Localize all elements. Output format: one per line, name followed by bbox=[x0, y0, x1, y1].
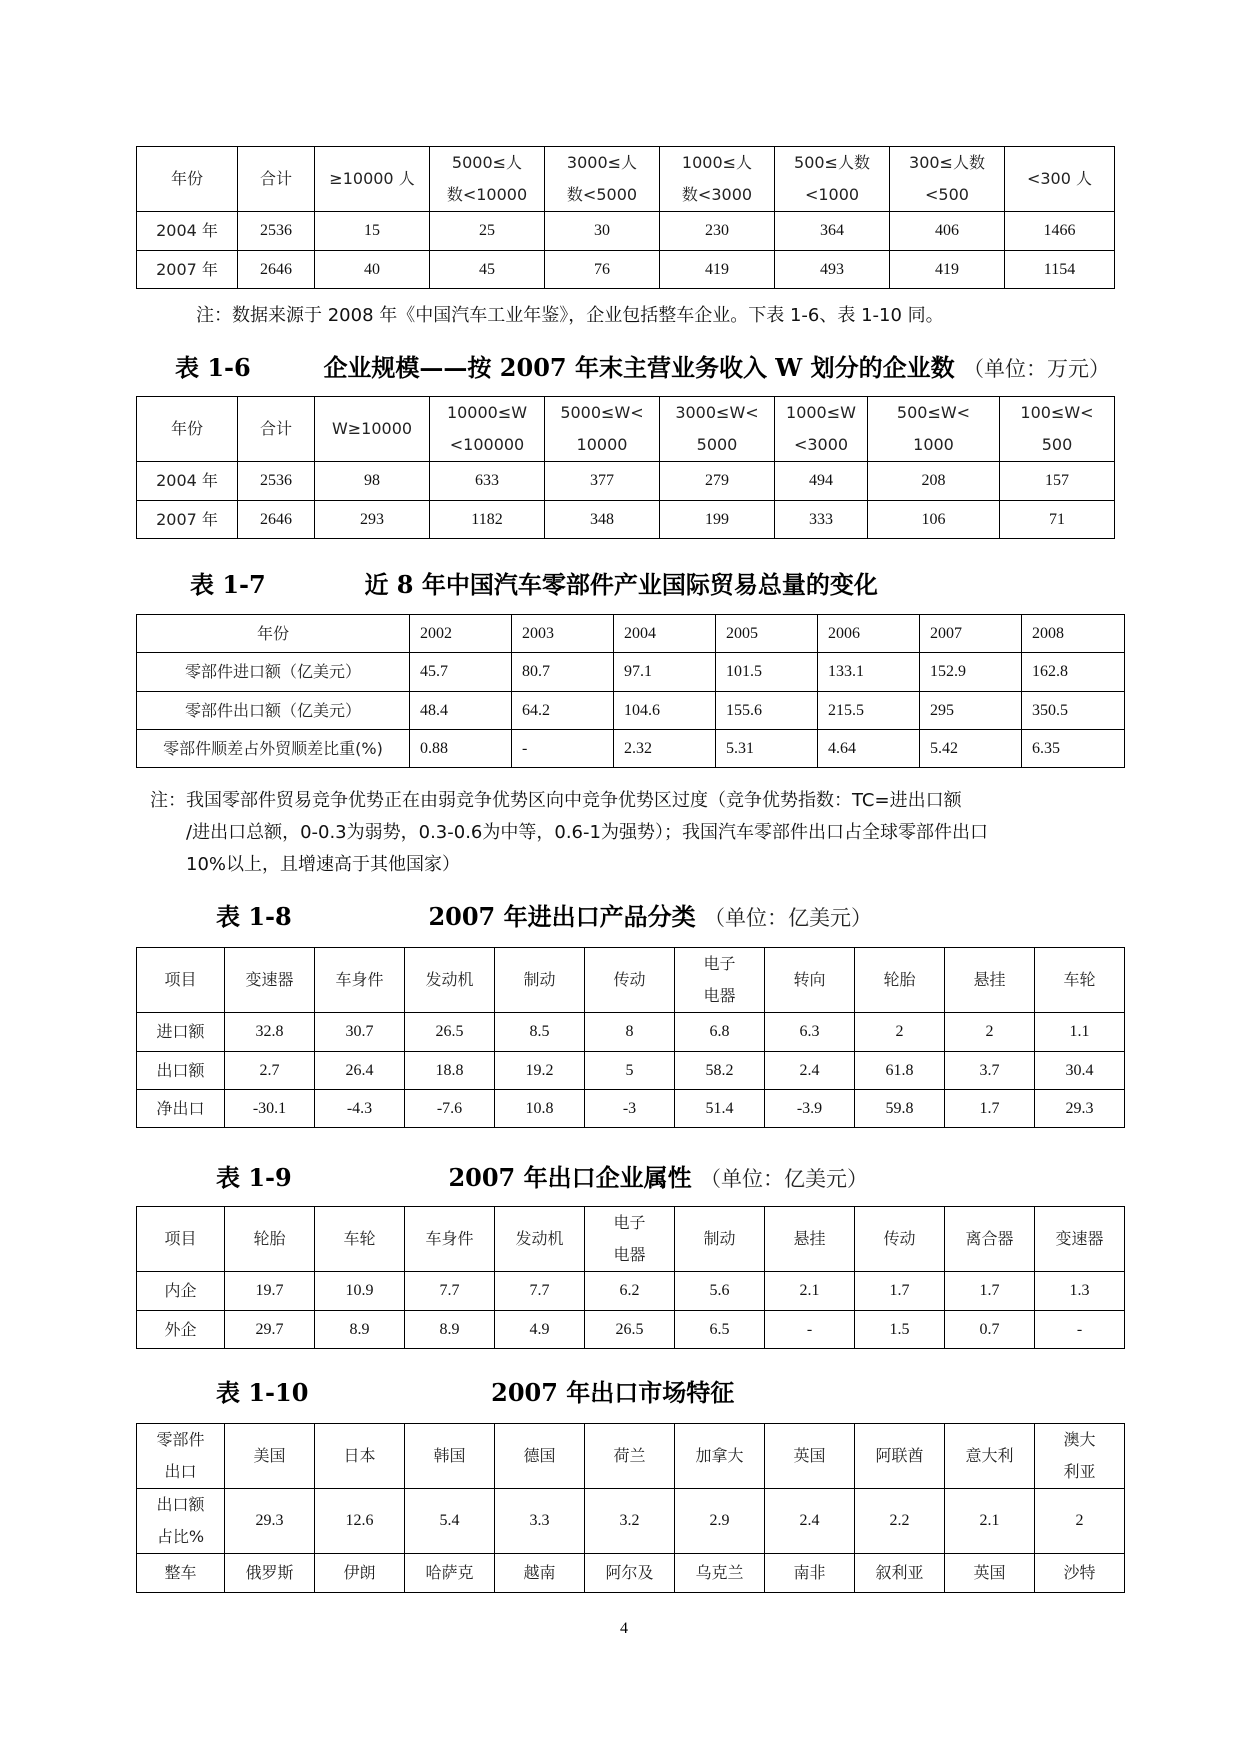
data-cell: 1.1 bbox=[1035, 1013, 1125, 1052]
data-cell: 10.8 bbox=[495, 1090, 585, 1128]
data-cell: 2.1 bbox=[765, 1272, 855, 1311]
header-cell: 项目 bbox=[137, 1207, 225, 1272]
data-cell: 58.2 bbox=[675, 1052, 765, 1090]
data-cell: 越南 bbox=[495, 1554, 585, 1593]
table-source-note: 注：数据来源于 2008 年《中国汽车工业年鉴》，企业包括整车企业。下表 1-6、表 1-10 同。 bbox=[196, 305, 944, 326]
data-cell: 30 bbox=[545, 212, 660, 251]
header-cell: 德国 bbox=[495, 1424, 585, 1489]
data-cell: 4.64 bbox=[818, 730, 920, 768]
data-cell: 2646 bbox=[238, 251, 315, 289]
data-cell: - bbox=[765, 1311, 855, 1349]
data-cell: 348 bbox=[545, 501, 660, 539]
data-cell: 101.5 bbox=[716, 653, 818, 692]
cell-line: 出口额 bbox=[156, 1495, 205, 1514]
row-label-cell: 零部件出口额（亿美元） bbox=[137, 692, 410, 730]
row-label-cell: 零部件顺差占外贸顺差比重(%) bbox=[137, 730, 410, 768]
data-cell: 48.4 bbox=[410, 692, 512, 730]
header-cell bbox=[1035, 1424, 1125, 1489]
table-product-category bbox=[136, 947, 1125, 1128]
header-cell: 英国 bbox=[765, 1424, 855, 1489]
data-cell: 3.3 bbox=[495, 1489, 585, 1554]
data-cell: 3.7 bbox=[945, 1052, 1035, 1090]
header-cell: 制动 bbox=[495, 948, 585, 1013]
data-cell: 5.6 bbox=[675, 1272, 765, 1311]
table-header-row bbox=[137, 147, 1115, 212]
data-cell: 106 bbox=[868, 501, 1000, 539]
table-row bbox=[137, 1090, 1125, 1128]
cell-line: 5000≤人 bbox=[451, 153, 523, 172]
header-cell bbox=[585, 1207, 675, 1272]
table-row bbox=[137, 1052, 1125, 1090]
header-cell: 合计 bbox=[238, 397, 315, 462]
data-cell: 5 bbox=[585, 1052, 675, 1090]
cell-line: 10000≤W bbox=[446, 403, 528, 422]
row-label-cell: 2007 年 bbox=[137, 251, 238, 289]
data-cell: 377 bbox=[545, 462, 660, 501]
data-cell: 104.6 bbox=[614, 692, 716, 730]
table-1-9-title bbox=[216, 1158, 868, 1193]
header-cell: 2008 bbox=[1022, 615, 1125, 653]
header-cell: 悬挂 bbox=[765, 1207, 855, 1272]
header-cell: 2006 bbox=[818, 615, 920, 653]
data-cell: 71 bbox=[1000, 501, 1115, 539]
table-trade-volume bbox=[136, 614, 1125, 768]
header-cell: 年份 bbox=[137, 615, 410, 653]
data-cell: 英国 bbox=[945, 1554, 1035, 1593]
data-cell: 2536 bbox=[238, 462, 315, 501]
data-cell: 2.7 bbox=[225, 1052, 315, 1090]
page-number: 4 bbox=[620, 1620, 628, 1637]
header-cell bbox=[868, 397, 1000, 462]
data-cell: 494 bbox=[775, 462, 868, 501]
header-cell bbox=[430, 147, 545, 212]
header-cell: 2004 bbox=[614, 615, 716, 653]
table-row bbox=[137, 692, 1125, 730]
cell-line: 数<3000 bbox=[681, 185, 753, 204]
data-cell: 6.5 bbox=[675, 1311, 765, 1349]
table-number: 表 1-6 bbox=[175, 353, 251, 382]
cell-line: 500≤人数 bbox=[794, 153, 870, 172]
header-cell: 发动机 bbox=[495, 1207, 585, 1272]
cell-line: 数<5000 bbox=[566, 185, 638, 204]
data-cell: 155.6 bbox=[716, 692, 818, 730]
data-cell: 12.6 bbox=[315, 1489, 405, 1554]
header-cell: 发动机 bbox=[405, 948, 495, 1013]
data-cell: 76 bbox=[545, 251, 660, 289]
header-cell bbox=[137, 1424, 225, 1489]
data-cell: 1.7 bbox=[945, 1090, 1035, 1128]
cell-line: <1000 bbox=[804, 185, 860, 204]
data-cell: 29.3 bbox=[1035, 1090, 1125, 1128]
row-label-cell: 整车 bbox=[137, 1554, 225, 1593]
data-cell: 406 bbox=[890, 212, 1005, 251]
header-cell: 美国 bbox=[225, 1424, 315, 1489]
cell-line: 电子 bbox=[613, 1213, 646, 1232]
data-cell: -4.3 bbox=[315, 1090, 405, 1128]
data-cell: 19.2 bbox=[495, 1052, 585, 1090]
data-cell: 4.9 bbox=[495, 1311, 585, 1349]
cell-line: 500≤W< bbox=[896, 403, 971, 422]
data-cell: 1466 bbox=[1005, 212, 1115, 251]
data-cell: 133.1 bbox=[818, 653, 920, 692]
header-cell: 阿联酋 bbox=[855, 1424, 945, 1489]
cell-line: 300≤人数 bbox=[909, 153, 985, 172]
data-cell: 18.8 bbox=[405, 1052, 495, 1090]
row-label-cell: 进口额 bbox=[137, 1013, 225, 1052]
data-cell: 26.5 bbox=[585, 1311, 675, 1349]
header-cell: 项目 bbox=[137, 948, 225, 1013]
header-cell bbox=[660, 397, 775, 462]
cell-line: 利亚 bbox=[1063, 1462, 1096, 1481]
header-cell: W≥10000 bbox=[315, 397, 430, 462]
header-cell: ≥10000 人 bbox=[315, 147, 430, 212]
row-label-cell: 外企 bbox=[137, 1311, 225, 1349]
cell-line: <100000 bbox=[449, 435, 525, 454]
header-cell bbox=[430, 397, 545, 462]
row-label-cell: 2007 年 bbox=[137, 501, 238, 539]
cell-line: 电子 bbox=[703, 954, 736, 973]
data-cell: 6.3 bbox=[765, 1013, 855, 1052]
header-cell: 传动 bbox=[855, 1207, 945, 1272]
header-cell: 变速器 bbox=[225, 948, 315, 1013]
table-unit: （单位：亿美元） bbox=[699, 1167, 868, 1191]
data-cell: 5.42 bbox=[920, 730, 1022, 768]
header-cell: 轮胎 bbox=[855, 948, 945, 1013]
row-label-cell: 净出口 bbox=[137, 1090, 225, 1128]
table-caption: 2007 年进出口产品分类 bbox=[428, 902, 696, 931]
data-cell: -30.1 bbox=[225, 1090, 315, 1128]
data-cell: 俄罗斯 bbox=[225, 1554, 315, 1593]
table-header-row bbox=[137, 615, 1125, 653]
table-export-markets bbox=[136, 1423, 1125, 1593]
data-cell: 2536 bbox=[238, 212, 315, 251]
header-cell bbox=[775, 397, 868, 462]
table-number: 表 1-9 bbox=[216, 1163, 292, 1192]
data-cell: 162.8 bbox=[1022, 653, 1125, 692]
header-cell: 车轮 bbox=[1035, 948, 1125, 1013]
data-cell: -3 bbox=[585, 1090, 675, 1128]
header-cell bbox=[890, 147, 1005, 212]
cell-line: 1000≤W bbox=[786, 403, 856, 422]
note-line: 10%以上，且增速高于其他国家） bbox=[186, 854, 461, 875]
data-cell: 8.5 bbox=[495, 1013, 585, 1052]
data-cell: 1.7 bbox=[855, 1272, 945, 1311]
header-cell: 传动 bbox=[585, 948, 675, 1013]
header-cell bbox=[675, 948, 765, 1013]
row-label-cell: 零部件进口额（亿美元） bbox=[137, 653, 410, 692]
table-row bbox=[137, 462, 1115, 501]
data-cell: 199 bbox=[660, 501, 775, 539]
header-cell: 2005 bbox=[716, 615, 818, 653]
data-cell: 2.4 bbox=[765, 1489, 855, 1554]
header-cell: 车身件 bbox=[405, 1207, 495, 1272]
data-cell: 64.2 bbox=[512, 692, 614, 730]
data-cell: 0.7 bbox=[945, 1311, 1035, 1349]
data-cell: 5.31 bbox=[716, 730, 818, 768]
header-cell: 2003 bbox=[512, 615, 614, 653]
data-cell: 2.32 bbox=[614, 730, 716, 768]
data-cell: 98 bbox=[315, 462, 430, 501]
data-cell: 5.4 bbox=[405, 1489, 495, 1554]
data-cell: 26.4 bbox=[315, 1052, 405, 1090]
header-cell bbox=[545, 147, 660, 212]
data-cell: 乌克兰 bbox=[675, 1554, 765, 1593]
cell-line: 数<10000 bbox=[446, 185, 528, 204]
data-cell: 633 bbox=[430, 462, 545, 501]
data-cell: 97.1 bbox=[614, 653, 716, 692]
data-cell: 45 bbox=[430, 251, 545, 289]
header-cell: 年份 bbox=[137, 147, 238, 212]
data-cell: 1.7 bbox=[945, 1272, 1035, 1311]
header-cell: 车身件 bbox=[315, 948, 405, 1013]
trade-note bbox=[150, 785, 1130, 881]
table-exporter-type bbox=[136, 1206, 1125, 1349]
row-label-cell: 内企 bbox=[137, 1272, 225, 1311]
header-cell: 加拿大 bbox=[675, 1424, 765, 1489]
header-cell bbox=[1000, 397, 1115, 462]
table-row bbox=[137, 501, 1115, 539]
data-cell: 1154 bbox=[1005, 251, 1115, 289]
data-cell: 40 bbox=[315, 251, 430, 289]
data-cell: 493 bbox=[775, 251, 890, 289]
data-cell: 阿尔及 bbox=[585, 1554, 675, 1593]
data-cell: 59.8 bbox=[855, 1090, 945, 1128]
data-cell: 6.8 bbox=[675, 1013, 765, 1052]
note-line: /进出口总额，0-0.3为弱势，0.3-0.6为中等，0.6-1为强势）；我国汽车零部件出口占全球零部件出口 bbox=[186, 822, 988, 843]
header-cell: 合计 bbox=[238, 147, 315, 212]
data-cell: 45.7 bbox=[410, 653, 512, 692]
data-cell: 2 bbox=[945, 1013, 1035, 1052]
data-cell: 230 bbox=[660, 212, 775, 251]
data-cell: 2.9 bbox=[675, 1489, 765, 1554]
data-cell: 15 bbox=[315, 212, 430, 251]
data-cell: 1182 bbox=[430, 501, 545, 539]
data-cell: - bbox=[512, 730, 614, 768]
data-cell: 295 bbox=[920, 692, 1022, 730]
table-number: 表 1-8 bbox=[216, 902, 292, 931]
cell-line: 电器 bbox=[703, 986, 736, 1005]
data-cell: 25 bbox=[430, 212, 545, 251]
data-cell: 0.88 bbox=[410, 730, 512, 768]
table-header-row bbox=[137, 1424, 1125, 1489]
data-cell: 419 bbox=[890, 251, 1005, 289]
table-1-7-title bbox=[190, 565, 878, 600]
data-cell: 伊朗 bbox=[315, 1554, 405, 1593]
data-cell: 30.7 bbox=[315, 1013, 405, 1052]
cell-line: 10000 bbox=[576, 435, 628, 454]
data-cell: 157 bbox=[1000, 462, 1115, 501]
row-label-cell bbox=[137, 1489, 225, 1554]
note-line: 注：我国零部件贸易竞争优势正在由弱竞争优势区向中竞争优势区过度（竞争优势指数：TC=进出口额 bbox=[150, 790, 962, 811]
data-cell: 南非 bbox=[765, 1554, 855, 1593]
cell-line: 电器 bbox=[613, 1245, 646, 1264]
cell-line: 占比% bbox=[156, 1527, 205, 1546]
header-cell: 日本 bbox=[315, 1424, 405, 1489]
cell-line: 3000≤人 bbox=[566, 153, 638, 172]
cell-line: <500 bbox=[925, 185, 969, 204]
header-cell bbox=[660, 147, 775, 212]
data-cell: 364 bbox=[775, 212, 890, 251]
header-cell: 制动 bbox=[675, 1207, 765, 1272]
data-cell: 6.2 bbox=[585, 1272, 675, 1311]
table-row bbox=[137, 1272, 1125, 1311]
table-row bbox=[137, 730, 1125, 768]
table-caption: 近 8 年中国汽车零部件产业国际贸易总量的变化 bbox=[364, 570, 878, 599]
table-number: 表 1-10 bbox=[216, 1378, 309, 1407]
table-unit: （单位：万元） bbox=[962, 357, 1110, 381]
data-cell: 2646 bbox=[238, 501, 315, 539]
data-cell: 29.3 bbox=[225, 1489, 315, 1554]
header-cell: 悬挂 bbox=[945, 948, 1035, 1013]
header-cell: 2002 bbox=[410, 615, 512, 653]
table-revenue-size bbox=[136, 396, 1115, 539]
data-cell: 2 bbox=[855, 1013, 945, 1052]
table-caption: 企业规模——按 2007 年末主营业务收入 W 划分的企业数 bbox=[323, 353, 955, 382]
data-cell: 61.8 bbox=[855, 1052, 945, 1090]
data-cell: 7.7 bbox=[495, 1272, 585, 1311]
header-cell: 韩国 bbox=[405, 1424, 495, 1489]
cell-line: <3000 bbox=[793, 435, 849, 454]
data-cell: - bbox=[1035, 1311, 1125, 1349]
data-cell: 8.9 bbox=[315, 1311, 405, 1349]
table-header-row bbox=[137, 948, 1125, 1013]
data-cell: 1.5 bbox=[855, 1311, 945, 1349]
header-cell: 变速器 bbox=[1035, 1207, 1125, 1272]
data-cell: 19.7 bbox=[225, 1272, 315, 1311]
data-cell: 279 bbox=[660, 462, 775, 501]
cell-line: 零部件 bbox=[156, 1430, 205, 1449]
data-cell: 2.2 bbox=[855, 1489, 945, 1554]
data-cell: 沙特 bbox=[1035, 1554, 1125, 1593]
table-row bbox=[137, 1554, 1125, 1593]
data-cell: 3.2 bbox=[585, 1489, 675, 1554]
table-caption: 2007 年出口企业属性 bbox=[448, 1163, 692, 1192]
data-cell: 26.5 bbox=[405, 1013, 495, 1052]
data-cell: 2.4 bbox=[765, 1052, 855, 1090]
data-cell: 419 bbox=[660, 251, 775, 289]
data-cell: 6.35 bbox=[1022, 730, 1125, 768]
data-cell: 叙利亚 bbox=[855, 1554, 945, 1593]
data-cell: 80.7 bbox=[512, 653, 614, 692]
header-cell: 转向 bbox=[765, 948, 855, 1013]
cell-line: 5000 bbox=[696, 435, 738, 454]
cell-line: 3000≤W< bbox=[675, 403, 759, 422]
row-label-cell: 出口额 bbox=[137, 1052, 225, 1090]
data-cell: 333 bbox=[775, 501, 868, 539]
cell-line: 5000≤W< bbox=[560, 403, 644, 422]
data-cell: -7.6 bbox=[405, 1090, 495, 1128]
header-cell: 年份 bbox=[137, 397, 238, 462]
cell-line: 1000 bbox=[913, 435, 954, 454]
header-cell: 荷兰 bbox=[585, 1424, 675, 1489]
header-cell: <300 人 bbox=[1005, 147, 1115, 212]
table-1-10-title bbox=[216, 1373, 734, 1408]
table-row bbox=[137, 1013, 1125, 1052]
row-label-cell: 2004 年 bbox=[137, 462, 238, 501]
data-cell: 8 bbox=[585, 1013, 675, 1052]
data-cell: 152.9 bbox=[920, 653, 1022, 692]
table-row bbox=[137, 251, 1115, 289]
table-header-row bbox=[137, 397, 1115, 462]
table-number: 表 1-7 bbox=[190, 570, 266, 599]
cell-line: 出口 bbox=[164, 1462, 197, 1481]
header-cell: 意大利 bbox=[945, 1424, 1035, 1489]
cell-line: 500 bbox=[1041, 435, 1073, 454]
data-cell: 32.8 bbox=[225, 1013, 315, 1052]
cell-line: 100≤W< bbox=[1020, 403, 1094, 422]
data-cell: 8.9 bbox=[405, 1311, 495, 1349]
data-cell: 30.4 bbox=[1035, 1052, 1125, 1090]
data-cell: 350.5 bbox=[1022, 692, 1125, 730]
data-cell: 2.1 bbox=[945, 1489, 1035, 1554]
table-caption: 2007 年出口市场特征 bbox=[491, 1378, 735, 1407]
header-cell bbox=[775, 147, 890, 212]
row-label-cell: 2004 年 bbox=[137, 212, 238, 251]
table-row bbox=[137, 1311, 1125, 1349]
data-cell: 215.5 bbox=[818, 692, 920, 730]
header-cell: 轮胎 bbox=[225, 1207, 315, 1272]
data-cell: 29.7 bbox=[225, 1311, 315, 1349]
data-cell: 208 bbox=[868, 462, 1000, 501]
data-cell: 293 bbox=[315, 501, 430, 539]
cell-line: 1000≤人 bbox=[681, 153, 753, 172]
cell-line: 澳大 bbox=[1063, 1430, 1096, 1449]
table-employee-size bbox=[136, 146, 1115, 289]
table-1-6-title bbox=[175, 348, 1110, 383]
data-cell: 哈萨克 bbox=[405, 1554, 495, 1593]
table-header-row bbox=[137, 1207, 1125, 1272]
table-unit: （单位：亿美元） bbox=[703, 906, 872, 930]
data-cell: 7.7 bbox=[405, 1272, 495, 1311]
data-cell: 1.3 bbox=[1035, 1272, 1125, 1311]
table-1-8-title bbox=[216, 897, 872, 932]
table-row bbox=[137, 212, 1115, 251]
header-cell: 车轮 bbox=[315, 1207, 405, 1272]
header-cell bbox=[545, 397, 660, 462]
table-row bbox=[137, 653, 1125, 692]
header-cell: 离合器 bbox=[945, 1207, 1035, 1272]
header-cell: 2007 bbox=[920, 615, 1022, 653]
table-row bbox=[137, 1489, 1125, 1554]
data-cell: 2 bbox=[1035, 1489, 1125, 1554]
data-cell: -3.9 bbox=[765, 1090, 855, 1128]
data-cell: 51.4 bbox=[675, 1090, 765, 1128]
data-cell: 10.9 bbox=[315, 1272, 405, 1311]
